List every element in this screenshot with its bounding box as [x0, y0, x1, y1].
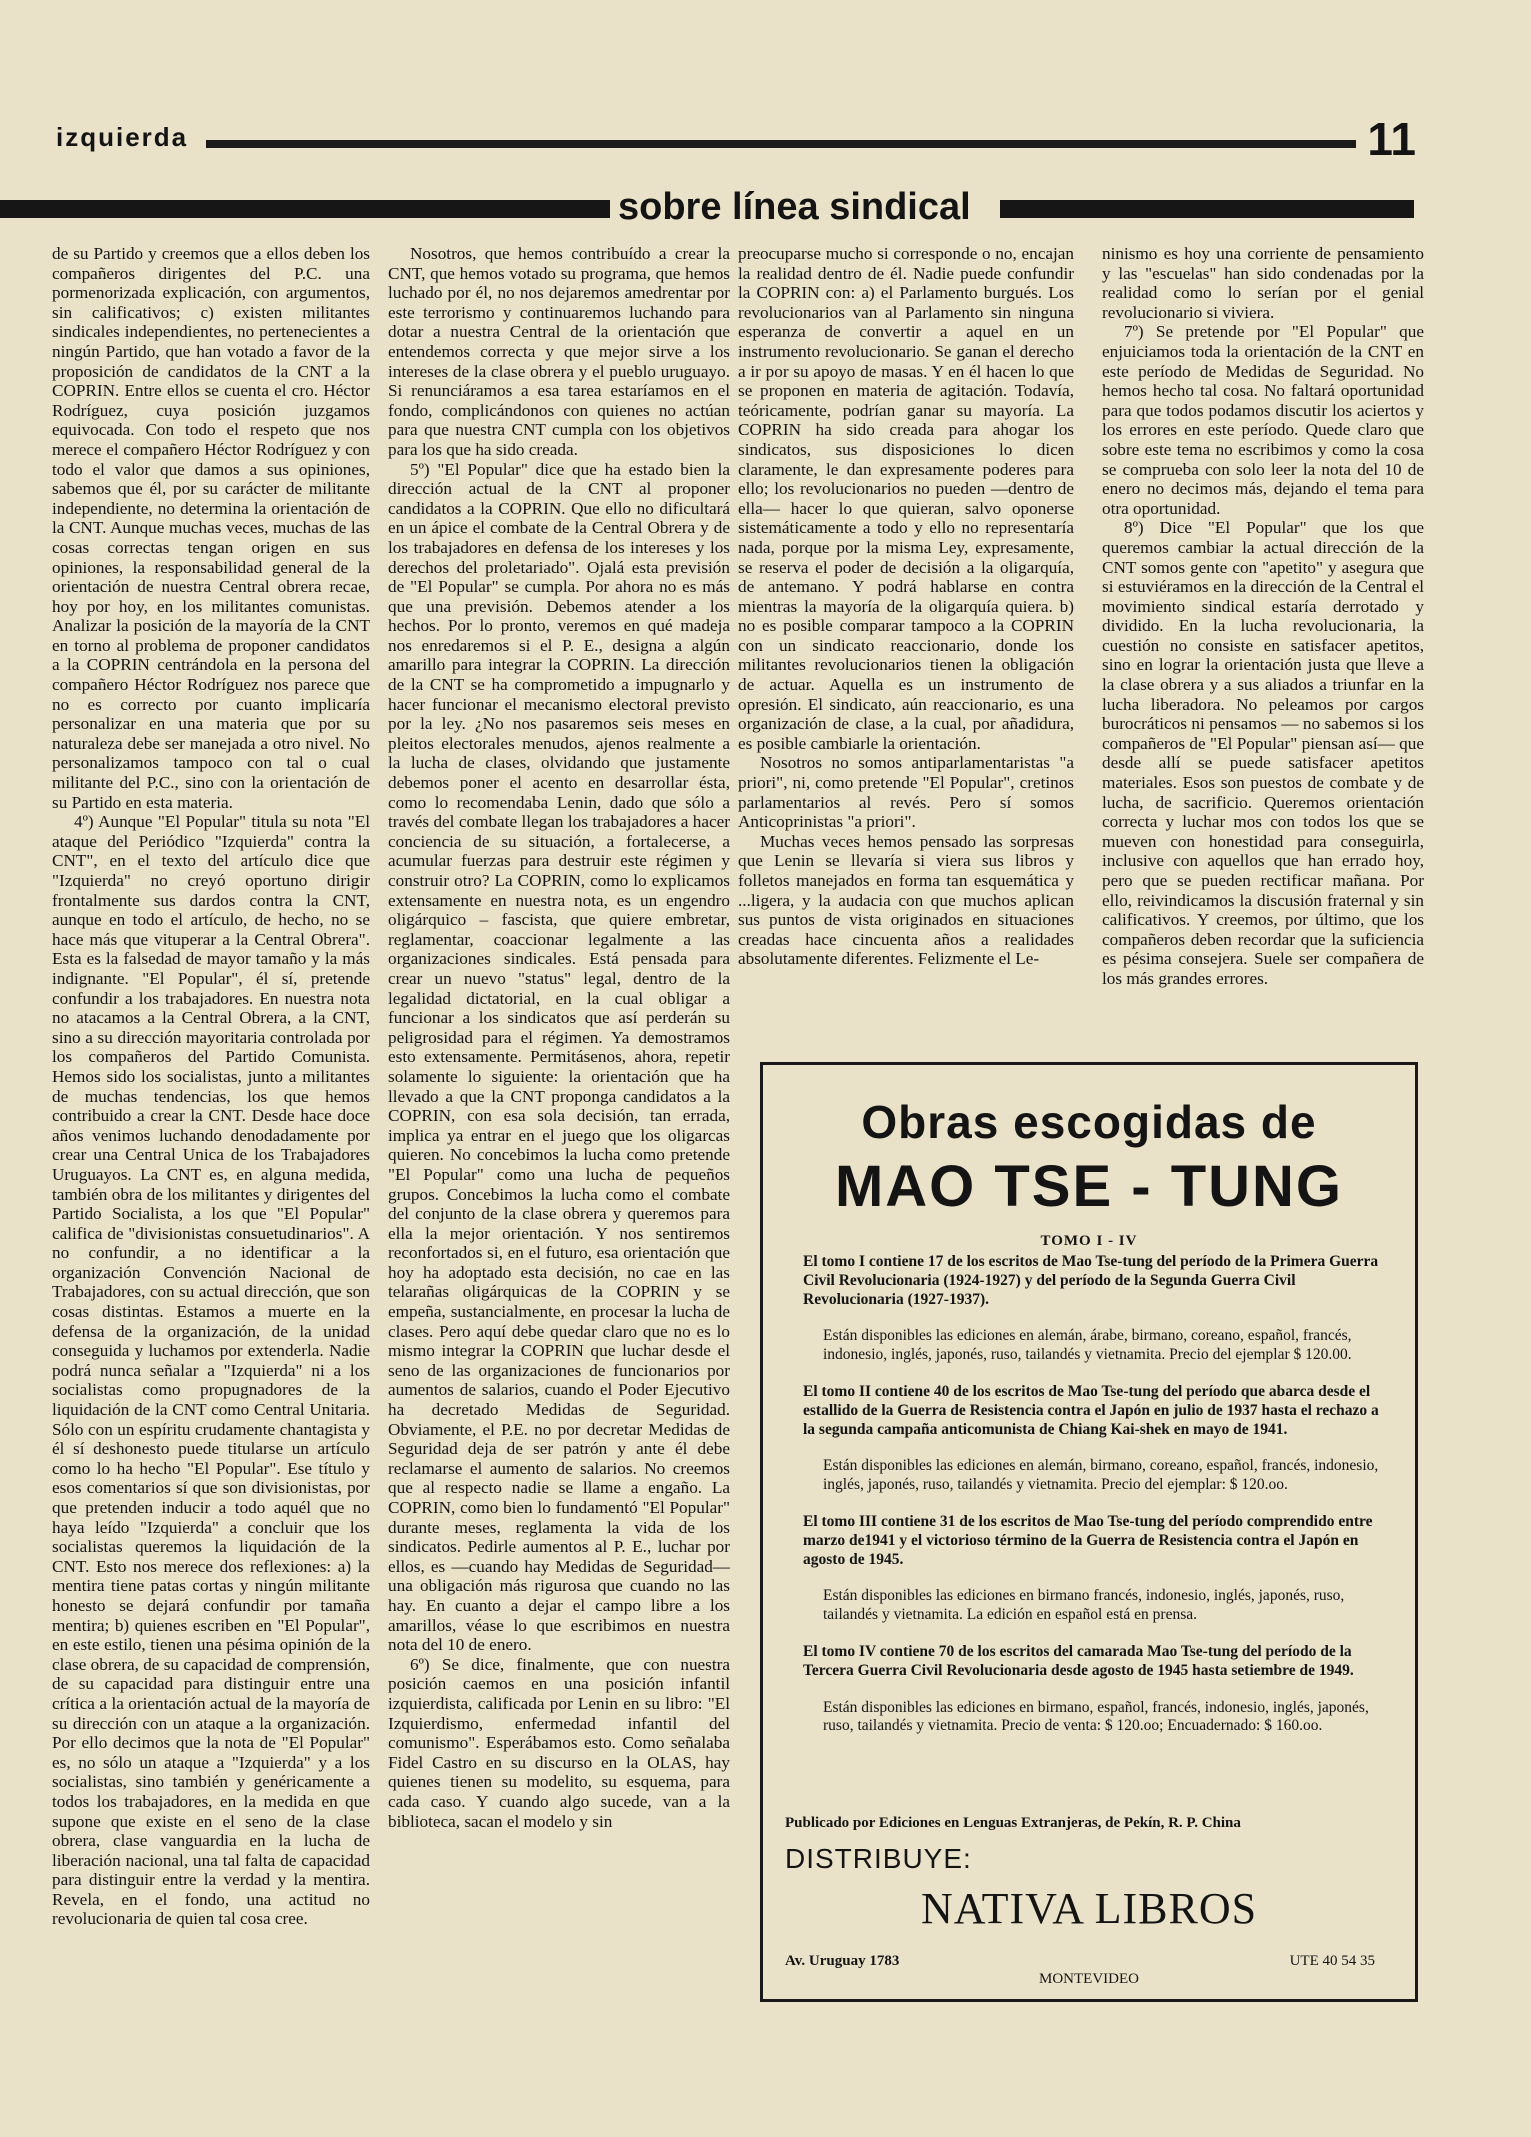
- ad-body: [803, 1253, 1387, 1754]
- paragraph: 6º) Se dice, finalmente, que con nuestra posición caemos en una posición infantil izquierdista, calificada por Lenin en su libro: "El Izquierdismo, enfermedad infantil del comunismo". Esperábamos esto. Como señalaba Fidel Castro en su discurso en la OLAS, hay quienes tienen su modelito, su esquema, para cada caso. Y cuando algo sucede, van a la biblioteca, sacan el modelo y sin: [388, 1654, 730, 1831]
- paragraph: 4º) Aunque "El Popular" titula su nota "El ataque del Periódico "Izquierda" contra la CNT", en el texto del artículo dice que "Izquierda" no creyó oportuno dirigir frontalmente sus dardos contra la CNT, aunque en todo el artículo, de hecho, no se hace más que vituperar a la Central Obrera". Esta es la falsedad de mayor tamaño y la más indignante. "El Popular", él sí, pretende confundir a los trabajadores. En nuestra nota no atacamos a la Central Obrera, a la CNT, sino a su dirección mayoritaria controlada por los compañeros del Partido Comunista. Hemos sido los socialistas, junto a militantes de muchas tendencias, los que hemos contribuido a crear la CNT. Desde hace doce años venimos luchando denodadamente por crear una Central Unica de los Trabajadores Uruguayos. La CNT es, en alguna medida, también obra de los militantes y dirigentes del Partido Socialista, a los que "El Popular" califica de "divisionistas consuetudinarios". A no confundir, a no identificar a la organización Convención Nacional de Trabajadores, con su actual dirección, que son cosas distintas. Estamos a muerte en la defensa de la organización, de la unidad conseguida y luchamos por extenderla. Nadie podrá nunca señalar a "Izquierda" ni a los socialistas como propugnadores de la liquidación de la CNT como Central Unitaria. Sólo con un espíritu crudamente chantagista y él sí deshonesto puede titularse un artículo como lo ha hecho "El Popular". Ese título y esos comentarios sí que son divisionistas, por que pretenden inducir a todo aquél que no haya leído "Izquierda" a concluir que los socialistas queremos la liquidación de la CNT. Esto nos merece dos reflexiones: a) la mentira tiene patas cortas y ningún militante honesto se dejará confundir por tamaña mentira; b) quienes escriben en "El Popular", en este estilo, tienen una pésima opinión de la clase obrera, de su capacidad de comprensión, de su capacidad para distinguir entre una crítica a la orientación actual de la mayoría de su dirección con un ataque a la organización. Por ello decimos que la nota de "El Popular" es, no sólo un ataque a "Izquierda" y a los socialistas, sino también y genéricamente a todos los trabajadores, en la medida en que supone que existe en el seno de la clase obrera, clase vanguardia en la lucha de liberación nacional, una tal falta de capacidad para distinguir entre la verdad y la mentira. Revela, en el fondo, una actitud no revolucionaria de quien tal cosa cree.: [52, 812, 370, 1929]
- article-column-1: [52, 244, 370, 2019]
- book-advertisement: [760, 1062, 1418, 2002]
- section-header: [0, 186, 1420, 230]
- paragraph: preocuparse mucho si corresponde o no, encajan la realidad dentro de él. Nadie puede confundir la COPRIN con: a) el Parlamento burgués. Los revolucionarios van al Parlamento sin ninguna esperanza de convertir a aquel en un instrumento revolucionario. Se ganan el derecho a ir por su apoyo de masas. Y en él hacen lo que se proponen en materia de agitación. Todavía, teóricamente, podrían ganar su mayoría. La COPRIN ha sido creada para ahogar los sindicatos, sus disposiciones lo dicen claramente, le dan expresamente poderes para ello; los revolucionarios no pueden —dentro de ella— hacer lo que quieran, salvo oponerse sistemáticamente a todo y ello no representaría nada, porque por la misma Ley, expresamente, se reserva el poder de decisión a la oligarquía, de antemano. Y podrá hablarse en contra mientras la mayoría de la oligarquía quiera. b) no es posible comparar tampoco a la COPRIN con un sindicato reaccionario, donde los militantes revolucionarios tienen la obligación de actuar. Aquella es un instrumento de opresión. El sindicato, aún reaccionario, es una organización de clase, a la cual, por añadidura, es posible cambiarle la orientación.: [738, 244, 1074, 753]
- paragraph: 5º) "El Popular" dice que ha estado bien la dirección actual de la CNT al proponer candidatos a la COPRIN. Que ello no dificultará en un ápice el combate de la Central Obrera y de los trabajadores en defensa de los intereses y los derechos del proletariado". Ojalá esta previsión de "El Popular" se cumpla. Por ahora no es más que una previsión. Debemos atender a los hechos. Por lo pronto, veremos en qué madeja nos enredaremos si el P. E., designa a algún amarillo para integrar la COPRIN. La dirección de la CNT se ha comprometido a impugnarlo y hacer funcionar el mecanismo electoral previsto por la ley. ¿No nos pasaremos seis meses en pleitos electorales menudos, ajenos realmente a la lucha de clases, olvidando que justamente debemos poner el acento en desarrollar ésta, como lo recomendaba Lenin, dado que sólo a través del combate llegan los trabajadores a hacer conciencia de su situación, a fortalecerse, a acumular fuerzas para destruir este régimen y construir otro? La COPRIN, como lo explicamos extensamente en nuestra nota, es un engendro oligárquico – fascista, que quiere embretar, reglamentar, coaccionar legalmente a las organizaciones sindicales. Está pensada para crear un nuevo "status" legal, dentro de la legalidad dictatorial, en la cual obligar a funcionar a los sindicatos que así perderán su peligrosidad para el régimen. Ya demostramos esto extensamente. Permitásenos, ahora, repetir solamente lo siguiente: la orientación que ha llevado a que la CNT proponga candidatos a la COPRIN, con esa sola decisión, tan errada, implica ya entrar en el juego que los oligarcas quieren. No concebimos la lucha como pretende "El Popular" como una lucha de pequeños grupos. Concebimos la lucha como el combate del conjunto de la clase obrera y queremos para ella la mejor orientación. Y nos sentiremos reconfortados si, en el futuro, esa orientación que hoy ha adoptado esta decisión, no cae en las telarañas oligárquicas de la COPRIN y se empeña, sustancialmente, en procesar la lucha de clases. Pero aquí debe quedar claro que no es lo mismo integrar la COPRIN que luchar desde el seno de las organizaciones de funcionarios por aumentos de salarios, cuando el Poder Ejecutivo ha decretado Medidas de Seguridad. Obviamente, el P.E. no por decretar Medidas de Seguridad deja de ser patrón y ante él debe reclamarse el aumento de salarios. No creemos que al respecto nadie se llame a engaño. La COPRIN, como bien lo fundamentó "El Popular" durante meses, reglamenta la vida de los sindicatos. Pedirle aumentos al P. E., luchar por ellos, es —cuando hay Medidas de Seguridad— una obligación más rigurosa que cuando no las hay. En cuanto a dejar el campo libre a los amarillos, véase lo que escribimos en nuestra nota del 10 de enero.: [388, 459, 730, 1655]
- paragraph: ninismo es hoy una corriente de pensamiento y las "escuelas" han sido condenadas por la realidad como lo serían por el genial revolucionario si viviera.: [1102, 244, 1424, 322]
- ad-address: Av. Uruguay 1783: [785, 1953, 900, 1969]
- ad-publisher: Publicado por Ediciones en Lenguas Extranjeras, de Pekín, R. P. China: [785, 1815, 1241, 1831]
- volume-description: El tomo I contiene 17 de los escritos de Mao Tse-tung del período de la Primera Guerra Civil Revolucionaria (1924-1927) y del período de la Segunda Guerra Civil Revolucionaria (1927-1937).: [803, 1253, 1379, 1308]
- edition-info: Están disponibles las ediciones en alemán, árabe, birmano, coreano, español, francés, indonesio, inglés, japonés, ruso, tailandés y vietnamita. Precio del ejemplar $ 120.00.: [823, 1327, 1352, 1364]
- masthead-rule: [206, 140, 1356, 148]
- paragraph: Muchas veces hemos pensado las sorpresas que Lenin se llevaría si viera sus libros y folletos manejados en forma tan esquemática y ...ligera, y la audacia con que muchos aplican sus puntos de vista originados en situaciones creadas hace cincuenta años a realidades absolutamente diferentes. Felizmente el Le-: [738, 831, 1074, 969]
- paragraph: de su Partido y creemos que a ellos deben los compañeros dirigentes del P.C. una pormenorizada explicación, con argumentos, sin calificativos; c) existen militantes sindicales independientes, no pertenecientes a ningún Partido, que han votado a favor de la proposición de candidatos de la CNT a la COPRIN. Entre ellos se cuenta el cro. Héctor Rodríguez, cuya posición juzgamos equivocada. Con todo el respeto que nos merece el compañero Héctor Rodríguez y con todo el valor que damos a sus opiniones, sabemos que él, por su carácter de militante independiente, no determina la orientación de la CNT. Aunque muchas veces, muchas de las cosas correctas tengan origen en sus opiniones, la responsabilidad general de la orientación de nuestra Central obrera recae, hoy por hoy, en los militantes comunistas. Analizar la posición de la mayoría de la CNT en torno al problema de proponer candidatos a la COPRIN centrándola en la persona del compañero Héctor Rodríguez nos parece que no es correcto por cuanto implicaría personalizar en una materia que por su naturaleza debe ser manejada a otro nivel. No personalizamos tampoco con tal o cual militante del P.C., sino con la orientación de su Partido en esta materia.: [52, 244, 370, 812]
- ad-distributor-name: NATIVA LIBROS: [920, 1884, 1258, 1933]
- section-rule-left: [0, 200, 610, 218]
- ad-author: MAO TSE - TUNG: [834, 1154, 1344, 1219]
- article-column-2: [388, 244, 730, 2019]
- article-column-4: [1102, 244, 1424, 1064]
- ad-phone: UTE 40 54 35: [1289, 1953, 1375, 1969]
- volume-description: El tomo II contiene 40 de los escritos de Mao Tse-tung del período que abarca desde el estallido de la Guerra de Resistencia contra el Japón en julio de 1937 hasta el rechazo a la segunda campaña anticomunista de Chiang Kai-shek en mayo de 1941.: [803, 1382, 1379, 1438]
- volume-description: El tomo III contiene 31 de los escritos de Mao Tse-tung del período comprendido entre marzo de1941 y el victorioso término de la Guerra de Resistencia contra el Japón en agosto de 1945.: [803, 1512, 1373, 1568]
- ad-city: MONTEVIDEO: [1039, 1971, 1139, 1987]
- paragraph: 8º) Dice "El Popular" que los que queremos cambiar la actual dirección de la CNT somos gente con "apetito" y asegura que si estuviéramos en la dirección de la Central el movimiento sindical estaría derrotado y dividido. En la lucha revolucionaria, la cuestión no consiste en satisfacer apetitos, sino en lograr la orientación justa que lleve a la clase obrera y a sus aliados a triunfar en la lucha liberadora. No peleamos por cargos burocráticos ni pensamos — no sabemos si los compañeros de "El Popular" piensan así— que desde allí se puede satisfacer apetitos materiales. Esos son puestos de combate y de lucha, de sacrificio. Queremos orientación correcta y luchar mos con todos los que se mueven con honestidad para conseguirla, inclusive con aquellos que han errado hoy, pero que se pueden rectificar mañana. Por ello, reivindicamos la discusión fraternal y sin calificativos. Y creemos, por último, que los compañeros deben recordar que la suficiencia es pésima consejera. Suele ser compañera de los más grandes errores.: [1102, 518, 1424, 988]
- edition-info: Están disponibles las ediciones en birmano francés, indonesio, inglés, japonés, ruso, tailandés y vietnamita. La edición en español está en prensa.: [823, 1587, 1345, 1624]
- paragraph: 7º) Se pretende por "El Popular" que enjuiciamos toda la orientación de la CNT en este período de Medidas de Seguridad. No hemos hecho tal cosa. No faltará oportunidad para que todos podamos discutir los aciertos y los errores en este período. Quede claro que sobre este tema no escribimos y como la cosa se comprueba con solo leer la nota del 10 de enero no decimos más, dejando el tema para otra oportunidad.: [1102, 322, 1424, 518]
- masthead: [56, 113, 1416, 165]
- page-number: 11: [1367, 113, 1416, 165]
- section-title: sobre línea sindical: [618, 186, 971, 228]
- ad-distributor-label: DISTRIBUYE:: [785, 1843, 972, 1874]
- edition-info: Están disponibles las ediciones en alemán, birmano, coreano, español, francés, indonesio, inglés, japonés, ruso, tailandés y vietnamita. Precio del ejemplar: $ 120.oo.: [823, 1457, 1379, 1494]
- publication-name: izquierda: [56, 122, 189, 152]
- article-column-3: [738, 244, 1074, 1064]
- section-rule-right: [1000, 200, 1414, 218]
- ad-headline: Obras escogidas de: [861, 1096, 1317, 1148]
- edition-info: Están disponibles las ediciones en birmano, español, francés, indonesio, inglés, japonés, ruso, tailandés y vietnamita. Precio de venta: $ 120.oo; Encuadernado: $ 160.oo.: [823, 1698, 1369, 1735]
- paragraph: Nosotros no somos antiparlamentaristas "a priori", ni, como pretende "El Popular", cretinos parlamentarios al revés. Pero sí somos Anticoprinistas "a priori".: [738, 753, 1074, 832]
- ad-volumes: TOMO I - IV: [1040, 1233, 1138, 1249]
- volume-description: El tomo IV contiene 70 de los escritos del camarada Mao Tse-tung del período de la Tercera Guerra Civil Revolucionaria desde agosto de 1945 hasta setiembre de 1949.: [803, 1642, 1354, 1679]
- paragraph: Nosotros, que hemos contribuído a crear la CNT, que hemos votado su programa, que hemos luchado por él, no nos dejaremos amedrentar por este terrorismo y continuaremos luchando para dotar a nuestra Central de la orientación que entendemos correcta y que mejor sirve a los intereses de la clase obrera y el pueblo uruguayo. Si renunciáramos a esa tarea estaríamos en el fondo, complicándonos con quienes no actúan para que nuestra CNT cumpla con los objetivos para los que ha sido creada.: [388, 244, 730, 459]
